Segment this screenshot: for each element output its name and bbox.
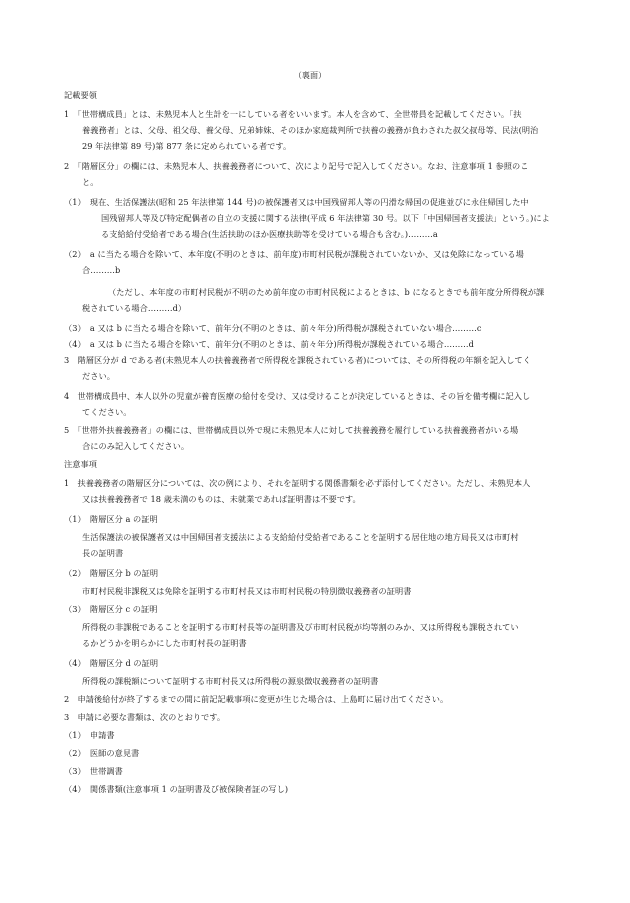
instruction-line: 合にのみ記入してください。 [82, 441, 190, 451]
instruction-line: （ただし、本年度の市町村民税が不明のため前年度の市町村民税によるときは、b になるときでも前年度分所得税が課 [108, 287, 545, 297]
note-line: 市町村民税非課税又は免除を証明する市町村長又は市町村民税の特別徴収義務者の証明書 [82, 586, 412, 596]
note-line: （3） 世帯調書 [64, 766, 123, 776]
note-line: るかどうかを明らかにした市町村長の証明書 [82, 638, 247, 648]
note-line: 所得税の課税額について証明する市町村長又は所得税の源泉徴収義務者の証明書 [82, 676, 379, 686]
instruction-line: （4） a 又は b に当たる場合を除いて、前年分(不明のときは、前々年分)所得税が課税されている場合………d [64, 339, 474, 349]
note-line: 3 申請に必要な書類は、次のとおりです。 [64, 712, 226, 722]
note-line: 所得税の非課税であることを証明する市町村長等の証明書及び市町村民税が均等割のみか、又は所得税も課税されてい [82, 622, 519, 632]
note-line: （4） 階層区分 d の証明 [64, 658, 159, 668]
note-line: （3） 階層区分 c の証明 [64, 604, 158, 614]
instruction-line: 国残留邦人等及び特定配偶者の自立の支援に関する法律(平成 6 年法律第 30 号。以下「中国帰国者支援法」という。)によ [101, 213, 550, 223]
instruction-line: （2） a に当たる場合を除いて、本年度(不明のときは、前年度)市町村民税が課税されていないか、又は免除になっている場 [64, 249, 524, 259]
instruction-line: （1） 現在、生活保護法(昭和 25 年法律第 144 号)の被保護者又は中国残留邦人等の円滑な帰国の促進並びに永住帰国した中 [64, 197, 529, 207]
instruction-line: 5 「世帯外扶養義務者」の欄には、世帯構成員以外で現に未熟児本人に対して扶養義務を履行している扶養義務者がいる場 [64, 425, 519, 435]
note-line: （4） 関係書類(注意事項 1 の証明書及び被保険者証の写し) [64, 784, 289, 794]
instruction-line: ださい。 [82, 371, 115, 381]
note-line: （2） 階層区分 b の証明 [64, 568, 159, 578]
instruction-line: てください。 [82, 407, 132, 417]
instruction-line: 養義務者」とは、父母、祖父母、養父母、兄弟姉妹、そのほか家庭裁判所で扶養の義務が負わされた叔父叔母等、民法(明治 [82, 125, 539, 135]
instruction-line: 税されている場合………d） [82, 303, 187, 313]
instruction-line: （3） a 又は b に当たる場合を除いて、前年分(不明のときは、前々年分)所得税が課税されていない場合………c [64, 323, 482, 333]
instruction-line: 2 「階層区分」の欄には、未熟児本人、扶養義務者について、次により記号で記入してください。なお、注意事項 1 参照のこ [64, 161, 529, 171]
instruction-line: 合………b [82, 265, 121, 275]
section-title-notes: 注意事項 [64, 459, 97, 469]
instruction-line: る支給給付受給者である場合(生活扶助のほか医療扶助等を受けている場合も含む。)………a [101, 229, 438, 239]
note-line: 1 扶養義務者の階層区分については、次の例により、それを証明する関係書類を必ず添付してください。ただし、未熟児本人 [64, 478, 531, 488]
page-heading: （裏面） [293, 70, 327, 80]
note-line: 又は扶養義務者で 18 歳未満のものは、未就業であれば証明書は不要です。 [82, 494, 361, 504]
note-line: 生活保護法の被保護者又は中国帰国者支援法による支給給付受給者であることを証明する居住地の地方局長又は市町村 [82, 532, 519, 542]
note-line: 長の証明書 [82, 548, 124, 558]
note-line: （2） 医師の意見書 [64, 748, 140, 758]
instruction-line: と。 [82, 177, 99, 187]
instruction-line: 3 階層区分が d である者(未熟児本人の扶養義務者で所得税を課税されている者)については、その所得税の年額を記入してく [64, 355, 532, 365]
note-line: （1） 階層区分 a の証明 [64, 514, 158, 524]
note-line: 2 申請後給付が終了するまでの間に前記記載事項に変更が生じた場合は、上島町に届け出てください。 [64, 694, 449, 704]
instruction-line: 1 「世帯構成員」とは、未熟児本人と生計を一にしている者をいいます。本人を含めて、全世帯員を記載してください。「扶 [64, 109, 522, 119]
instruction-line: 4 世帯構成員中、本人以外の児童が養育医療の給付を受け、又は受けることが決定しているときは、その旨を備考欄に記入し [64, 391, 531, 401]
note-line: （1） 申請書 [64, 730, 115, 740]
instruction-line: 29 年法律第 89 号)第 877 条に定められている者です。 [82, 141, 292, 151]
section-title-instructions: 記載要領 [64, 90, 97, 100]
